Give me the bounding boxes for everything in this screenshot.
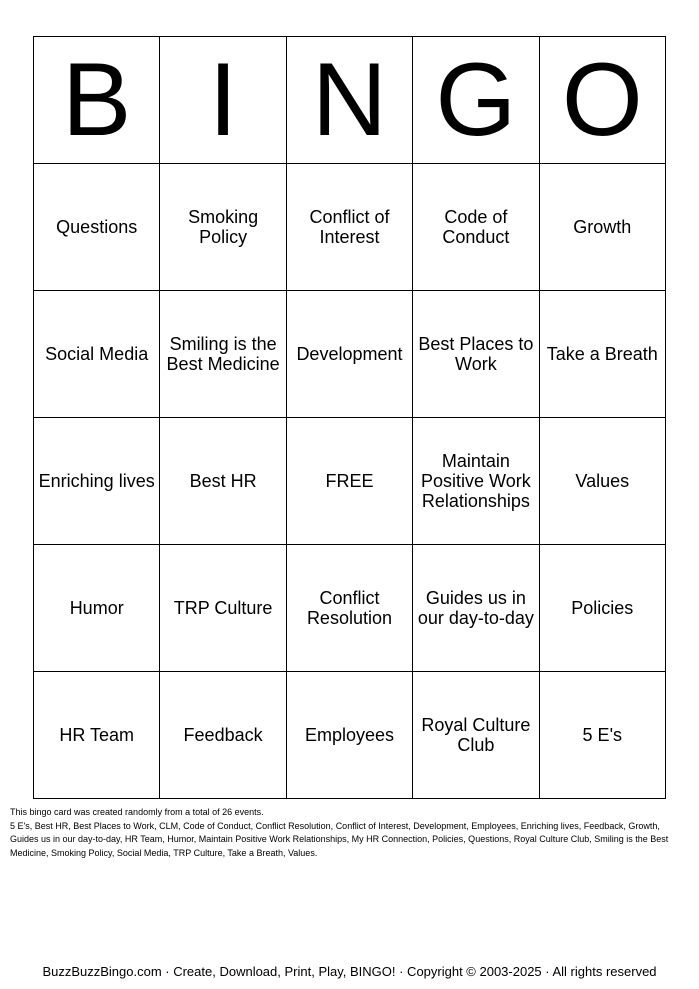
header-letter: I	[160, 37, 286, 164]
bingo-cell: HR Team	[34, 672, 160, 799]
bingo-cell: Questions	[34, 164, 160, 291]
header-letter: G	[413, 37, 539, 164]
card-row	[34, 672, 666, 799]
card-note	[10, 806, 690, 860]
bingo-cell: Conflict Resolution	[286, 545, 412, 672]
header-row	[34, 37, 666, 164]
bingo-cell: Social Media	[34, 291, 160, 418]
bingo-cell: Conflict of Interest	[286, 164, 412, 291]
bingo-cell: Humor	[34, 545, 160, 672]
card-row	[34, 164, 666, 291]
bingo-cell: Guides us in our day-to-day	[413, 545, 539, 672]
bingo-cell: Code of Conduct	[413, 164, 539, 291]
card-row	[34, 418, 666, 545]
header-letter: N	[286, 37, 412, 164]
bingo-card	[33, 36, 666, 799]
bingo-cell: Royal Culture Club	[413, 672, 539, 799]
bingo-cell: Enriching lives	[34, 418, 160, 545]
bingo-cell: Development	[286, 291, 412, 418]
bingo-cell: Growth	[539, 164, 665, 291]
note-event-list: 5 E's, Best HR, Best Places to Work, CLM, Code of Conduct, Conflict Resolution, Conflict of Interest, Development, Employees, Enriching lives, Feedback, Growth, Guides us in our day-to-day, HR Team, Humor, Maintain Positive Work Relationships, My HR Connection, Policies, Questions, Royal Culture Club, Smiling is the Best Medicine, Smoking Policy, Social Media, TRP Culture, Take a Breath, Values.	[10, 820, 669, 858]
card-row	[34, 545, 666, 672]
bingo-cell: Smoking Policy	[160, 164, 286, 291]
bingo-cell: Take a Breath	[539, 291, 665, 418]
bingo-cell: Best Places to Work	[413, 291, 539, 418]
footer-copyright: BuzzBuzzBingo.com · Create, Download, Print, Play, BINGO! · Copyright © 2003-2025 · All rights reserved	[42, 964, 657, 979]
bingo-cell: Maintain Positive Work Relationships	[413, 418, 539, 545]
free-cell: FREE	[286, 418, 412, 545]
bingo-cell: Policies	[539, 545, 665, 672]
bingo-cell: 5 E's	[539, 672, 665, 799]
bingo-cell: Values	[539, 418, 665, 545]
bingo-cell: Smiling is the Best Medicine	[160, 291, 286, 418]
card-row	[34, 291, 666, 418]
bingo-cell: Best HR	[160, 418, 286, 545]
bingo-cell: Employees	[286, 672, 412, 799]
note-summary: This bingo card was created randomly from a total of 26 events.	[10, 807, 264, 817]
bingo-cell: Feedback	[160, 672, 286, 799]
header-letter: O	[539, 37, 665, 164]
header-letter: B	[34, 37, 160, 164]
bingo-cell: TRP Culture	[160, 545, 286, 672]
